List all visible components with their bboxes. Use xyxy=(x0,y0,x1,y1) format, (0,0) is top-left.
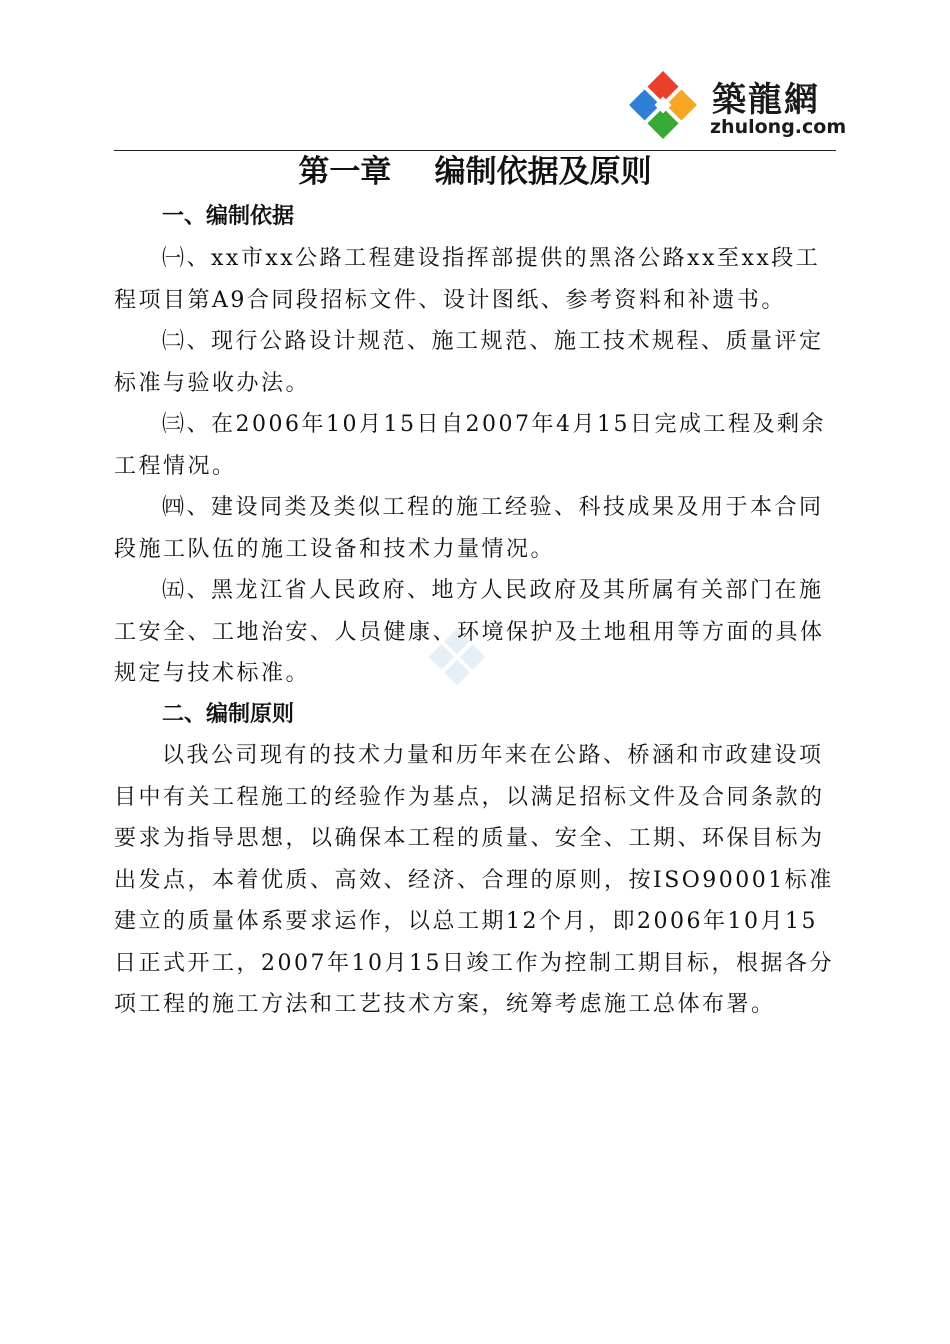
basis-item-3: ㈢、在2006年10月15日自2007年4月15日完成工程及剩余工程情况。 xyxy=(114,412,826,479)
basis-item-1: ㈠、xx市xx公路工程建设指挥部提供的黑洛公路xx至xx段工程项目第A9合同段招标文件、设计图纸、参考资料和补遗书。 xyxy=(114,246,821,313)
zhulong-logo-icon xyxy=(624,66,702,144)
section-heading-basis: 一、编制依据 xyxy=(162,204,295,229)
chapter-title: 第一章 编制依据及原则 xyxy=(298,154,652,190)
basis-item-2: ㈡、现行公路设计规范、施工规范、施工技术规程、质量评定标准与验收办法。 xyxy=(114,329,824,396)
zhulong-logo xyxy=(620,64,847,148)
basis-item-4: ㈣、建设同类及类似工程的施工经验、科技成果及用于本合同段施工队伍的施工设备和技术力量情况。 xyxy=(114,495,824,562)
principles-paragraph: 以我公司现有的技术力量和历年来在公路、桥涵和市政建设项目中有关工程施工的经验作为基点，以满足招标文件及合同条款的要求为指导思想，以确保本工程的质量、安全、工期、环保目标为出发点，本着优质、高效、经济、合理的原则，按ISO90001标准建立的质量体系要求运作，以总工期12个月，即2006年10月15日正式开工，2007年10月15日竣工作为控制工期目标，根据各分项工程的施工方法和工艺技术方案，统筹考虑施工总体布署。 xyxy=(114,743,834,1017)
logo-domain: zhulong.com xyxy=(710,116,847,138)
basis-item-5: ㈤、黑龙江省人民政府、地方人民政府及其所属有关部门在施工安全、工地治安、人员健康、环境保护及土地租用等方面的具体规定与技术标准。 xyxy=(114,578,825,686)
section-heading-principles: 二、编制原则 xyxy=(162,702,295,727)
logo-chinese-name: 築龍網 xyxy=(712,80,820,120)
